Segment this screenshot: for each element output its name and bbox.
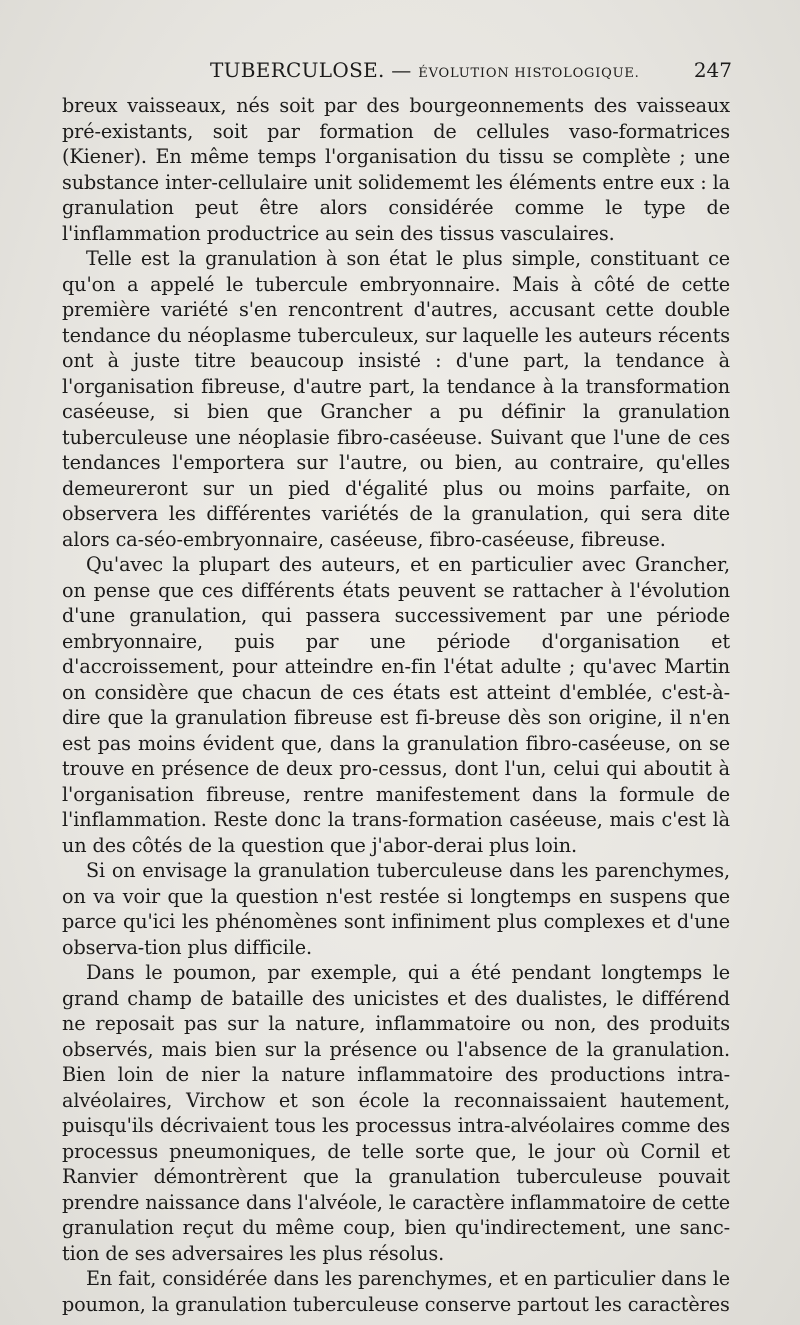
paragraph: Si on envisage la granulation tuberculeuse dans les parenchymes, on va voir que la question n'est restée si longtemps en suspens que parce qu'ici les phénomènes sont infiniment plus complexes et d'une observa-tion plus difficile. [62,859,730,959]
paragraph: Dans le poumon, par exemple, qui a été pendant longtemps le grand champ de bataille des unicistes et des dualistes, le différend ne reposait pas sur la nature, inflammatoire ou non, des produits observés, mais bien sur la présence ou l'absence de la granulation. Bien loin de nier la nature inflammatoire des productions intra-alvéolaires, Virchow et son école la reconnaissaient hautement, puisqu'ils décrivaient tous les processus intra-alvéolaires comme des processus pneumoniques, de telle sorte que, le jour où Cornil et Ranvier démontrèrent que la granulation tuberculeuse pouvait prendre naissance dans l'alvéole, le caractère inflammatoire de cette granulation reçut du même coup, bien qu'indirectement, une sanc-tion de ses adversaires les plus résolus. [62,961,730,1265]
running-title-main: TUBERCULOSE. — [210,58,412,82]
running-title [210,58,640,82]
page-number: 247 [693,58,732,82]
paragraph: En fait, considérée dans les parenchymes, et en particulier dans le poumon, la granulation tuberculeuse conserve partout les caractères [62,1267,730,1316]
paragraph: Qu'avec la plupart des auteurs, et en particulier avec Grancher, on pense que ces différents états peuvent se rattacher à l'évolution d'une granulation, qui passera successivement par une période embryonnaire, puis par une période d'organisation et d'accroissement, pour atteindre en-fin l'état adulte ; qu'avec Martin on considère que chacun de ces états est atteint d'emblée, c'est-à-dire que la granulation fibreuse est fi-breuse dès son origine, il n'en est pas moins évident que, dans la granulation fibro-caséeuse, on se trouve en présence de deux pro-cessus, dont l'un, celui qui aboutit à l'organisation fibreuse, rentre manifestement dans la formule de l'inflammation. Reste donc la trans-formation caséeuse, mais c'est là un des côtés de la question que j'abor-derai plus loin. [62,553,730,857]
running-header [62,58,732,86]
paragraph: Telle est la granulation à son état le plus simple, constituant ce qu'on a appelé le tubercule embryonnaire. Mais à côté de cette première variété s'en rencontrent d'autres, accusant cette double tendance du néoplasme tuberculeux, sur laquelle les auteurs récents ont à juste titre beaucoup insisté : d'une part, la tendance à l'organisation fibreuse, d'autre part, la tendance à la transformation caséeuse, si bien que Grancher a pu définir la granulation tuberculeuse une néoplasie fibro-caséeuse. Suivant que l'une de ces tendances l'emportera sur l'autre, ou bien, au contraire, qu'elles demeureront sur un pied d'égalité plus ou moins parfaite, on observera les différentes variétés de la granulation, qui sera dite alors ca-séo-embryonnaire, caséeuse, fibro-caséeuse, fibreuse. [62,247,730,551]
body-text [62,93,730,1317]
paragraph-continued: breux vaisseaux, nés soit par des bourgeonnements des vaisseaux pré-existants, soit par formation de cellules vaso-formatrices (Kiener). En même temps l'organisation du tissu se complète ; une substance inter-cellulaire unit solidememt les éléments entre eux : la granulation peut être alors considérée comme le type de l'inflammation productrice au sein des tissus vasculaires. [62,94,730,245]
running-title-subtitle: ÉVOLUTION HISTOLOGIQUE. [418,66,640,81]
